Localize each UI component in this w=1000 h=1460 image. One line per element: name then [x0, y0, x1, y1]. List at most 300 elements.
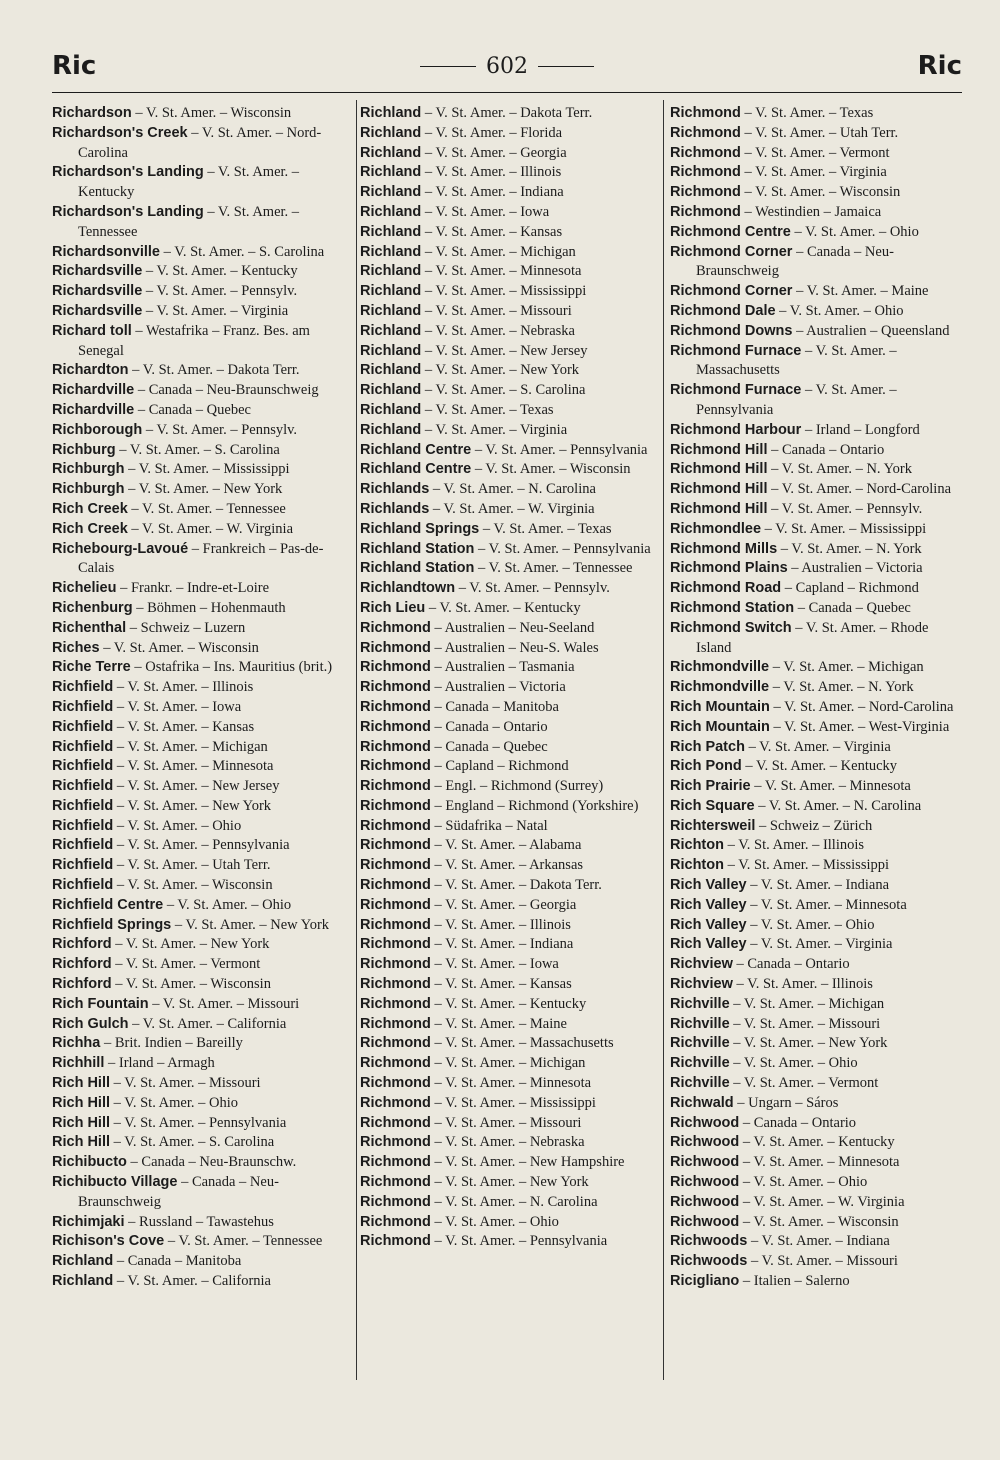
- entry-term: Richland: [360, 322, 422, 339]
- gazetteer-entry: [670, 678, 962, 698]
- entry-term: Rich Fountain: [52, 995, 149, 1012]
- gazetteer-entry: [670, 1114, 962, 1134]
- gazetteer-entry: [360, 282, 656, 302]
- gazetteer-entry: [52, 876, 350, 896]
- gazetteer-entry: [52, 1232, 350, 1252]
- entry-description: – V. St. Amer. – Pennsylvania: [110, 1114, 287, 1131]
- entry-description: – Brit. Indien – Bareilly: [100, 1035, 243, 1052]
- gazetteer-entry: [52, 1153, 350, 1173]
- entry-description: – V. St. Amer. – New York: [124, 481, 283, 498]
- gazetteer-entry: [670, 935, 962, 955]
- entry-description: – Canada – Neu-Braunschweig: [78, 1174, 279, 1210]
- entry-term: Richwoods: [670, 1253, 748, 1270]
- entry-description: – V. St. Amer. – Minnesota: [750, 778, 911, 795]
- entry-term: Richardson's Landing: [52, 203, 204, 220]
- entry-description: – V. St. Amer. – Georgia: [430, 896, 577, 913]
- gazetteer-entry: [670, 757, 962, 777]
- entry-description: – V. St. Amer. – New York: [171, 916, 330, 933]
- entry-description: – V. St. Amer. – Ohio: [739, 1174, 868, 1191]
- entry-description: – V. St. Amer. – New York: [430, 1174, 589, 1191]
- entry-term: Richland: [360, 223, 422, 240]
- gazetteer-entry: [360, 124, 656, 144]
- gazetteer-entry: [52, 163, 350, 203]
- gazetteer-entry: [670, 599, 962, 619]
- right-running-head: Ric: [917, 51, 962, 81]
- entry-description: – V. St. Amer. – W. Virginia: [127, 520, 294, 537]
- entry-description: – V. St. Amer. – Arkansas: [430, 857, 584, 874]
- gazetteer-entry: [670, 183, 962, 203]
- entry-term: Richard toll: [52, 322, 132, 339]
- entry-description: – V. St. Amer. – Illinois: [421, 164, 562, 181]
- gazetteer-entry: [360, 599, 656, 619]
- entry-term: Richfield: [52, 758, 114, 775]
- entry-term: Richmond: [360, 916, 431, 933]
- gazetteer-entry: [670, 797, 962, 817]
- gazetteer-entry: [52, 1272, 350, 1292]
- gazetteer-entry: [360, 1133, 656, 1153]
- gazetteer-entry: [52, 1114, 350, 1134]
- entry-term: Richford: [52, 976, 112, 993]
- entry-term: Richmondville: [670, 659, 770, 676]
- entry-term: Rich Valley: [670, 936, 747, 953]
- entry-term: Rich Hill: [52, 1134, 111, 1151]
- gazetteer-entry: [670, 540, 962, 560]
- entry-description: – V. St. Amer. – Ohio: [163, 896, 292, 913]
- entry-term: Richmond Mills: [670, 540, 778, 557]
- entry-description: – V. St. Amer. – Illinois: [723, 837, 865, 854]
- entry-description: – Westafrika – Franz. Bes. am Senegal: [78, 322, 310, 359]
- entry-term: Richwood: [670, 1213, 740, 1230]
- gazetteer-entry: [52, 460, 350, 480]
- entry-term: Richmond: [360, 1193, 431, 1210]
- column-2: [360, 104, 656, 1394]
- gazetteer-entry: [360, 1074, 656, 1094]
- entry-term: Richville: [670, 1075, 730, 1092]
- entry-term: Richardsville: [52, 283, 143, 300]
- gazetteer-entry: [670, 1054, 962, 1074]
- entry-description: – Irland – Armagh: [104, 1055, 215, 1072]
- entry-term: Richmond: [360, 738, 431, 755]
- gazetteer-entry: [670, 995, 962, 1015]
- entry-term: Richmond Corner: [670, 283, 793, 300]
- gazetteer-entry: [360, 361, 656, 381]
- gazetteer-entry: [52, 262, 350, 282]
- gazetteer-entry: [52, 500, 350, 520]
- entry-term: Rich Gulch: [52, 1015, 129, 1032]
- entry-description: – Australien – Victoria: [787, 560, 923, 577]
- entry-term: Richville: [670, 1015, 730, 1032]
- entry-description: – V. St. Amer. – California: [113, 1273, 271, 1290]
- entry-description: – V. St. Amer. – California: [128, 1015, 287, 1032]
- gazetteer-entry: [360, 104, 656, 124]
- entry-term: Richha: [52, 1035, 101, 1052]
- entry-description: – V. St. Amer. – Nord-Carolina: [767, 481, 952, 498]
- entry-term: Richmond Furnace: [670, 382, 802, 399]
- entry-term: Richimjaki: [52, 1213, 125, 1230]
- entry-description: – V. St. Amer. – S. Carolina: [110, 1134, 275, 1151]
- entry-description: – V. St. Amer. – Kentucky: [142, 263, 298, 280]
- gazetteer-entry: [360, 658, 656, 678]
- entry-term: Richelieu: [52, 580, 117, 597]
- entry-term: Richmond: [360, 758, 431, 775]
- entry-description: – V. St. Amer. – Wisconsin: [740, 184, 901, 201]
- entry-description: – V. St. Amer. – Ohio: [790, 223, 919, 240]
- gazetteer-entry: [52, 540, 350, 580]
- gazetteer-entry: [360, 163, 656, 183]
- gazetteer-entry: [52, 916, 350, 936]
- entry-description: – V. St. Amer. – Missouri: [747, 1253, 898, 1270]
- entry-term: Richford: [52, 956, 112, 973]
- entry-term: Richmond: [360, 1114, 431, 1131]
- entry-description: – V. St. Amer. – Pennsylvania: [696, 382, 897, 418]
- entry-term: Richfield: [52, 718, 114, 735]
- entry-description: – V. St. Amer. – Vermont: [729, 1075, 879, 1092]
- entry-term: Richland: [52, 1273, 114, 1290]
- gazetteer-entry: [670, 203, 962, 223]
- entry-term: Richmond: [360, 976, 431, 993]
- gazetteer-entry: [52, 302, 350, 322]
- entry-term: Richland: [360, 283, 422, 300]
- gazetteer-entry: [670, 441, 962, 461]
- gazetteer-entry: [670, 1133, 962, 1153]
- entry-description: – Canada – Neu-Braunschweig: [696, 243, 894, 280]
- entry-description: – V. St. Amer. – Vermont: [740, 144, 890, 161]
- gazetteer-entry: [52, 441, 350, 461]
- gazetteer-entry: [670, 223, 962, 243]
- entry-term: Richmond: [670, 144, 741, 161]
- gazetteer-entry: [360, 1094, 656, 1114]
- entry-term: Richebourg-Lavoué: [52, 540, 189, 557]
- gazetteer-entry: [360, 738, 656, 758]
- entry-description: – Canada – Manitoba: [430, 698, 559, 715]
- gazetteer-entry: [670, 1173, 962, 1193]
- gazetteer-entry: [670, 381, 962, 421]
- entry-term: Richison's Cove: [52, 1233, 165, 1250]
- entry-description: – Canada – Neu-Braunschw.: [126, 1154, 297, 1171]
- entry-description: – V. St. Amer. – Nebraska: [421, 322, 575, 339]
- gazetteer-entry: [670, 916, 962, 936]
- entry-term: Richview: [670, 976, 733, 993]
- gazetteer-entry: [360, 995, 656, 1015]
- entry-term: Richmond: [360, 1154, 431, 1171]
- entry-description: – V. St. Amer. – Texas: [421, 401, 554, 418]
- entry-term: Richenthal: [52, 619, 127, 636]
- entry-term: Richwald: [670, 1094, 734, 1111]
- entry-term: Richfield: [52, 857, 114, 874]
- entry-term: Richmond: [670, 124, 741, 141]
- entry-description: – Canada – Quebec: [134, 401, 251, 418]
- gazetteer-entry: [670, 658, 962, 678]
- entry-description: – V. St. Amer. – Tennessee: [78, 203, 300, 240]
- gazetteer-entry: [52, 401, 350, 421]
- gazetteer-entry: [360, 678, 656, 698]
- entry-description: – V. St. Amer. – Pennsylvania: [471, 441, 648, 458]
- entry-description: – V. St. Amer. – Missouri: [148, 995, 300, 1012]
- entry-description: – V. St. Amer. – N. Carolina: [429, 481, 596, 498]
- entry-term: Richmond: [360, 1233, 431, 1250]
- gazetteer-entry: [52, 678, 350, 698]
- gazetteer-entry: [360, 500, 656, 520]
- gazetteer-entry: [670, 460, 962, 480]
- entry-description: – Australien – Neu-Seeland: [430, 619, 595, 636]
- entry-term: Richmond: [360, 1213, 431, 1230]
- gazetteer-entry: [670, 520, 962, 540]
- entry-description: – V. St. Amer. – Kentucky: [425, 599, 581, 616]
- entry-description: – V. St. Amer. – Mississippi: [421, 283, 587, 300]
- entry-term: Richmond Centre: [670, 223, 791, 240]
- entry-description: – V. St. Amer. – Michigan: [113, 738, 268, 755]
- gazetteer-entry: [670, 104, 962, 124]
- entry-term: Richfield: [52, 738, 114, 755]
- entry-description: – V. St. Amer. – S. Carolina: [421, 382, 586, 399]
- gazetteer-entry: [360, 757, 656, 777]
- gazetteer-entry: [360, 223, 656, 243]
- gazetteer-entry: [52, 639, 350, 659]
- entry-description: – Frankreich – Pas-de-Calais: [78, 540, 324, 577]
- entry-term: Richville: [670, 1055, 730, 1072]
- gazetteer-entry: [670, 1213, 962, 1233]
- gazetteer-entry: [52, 243, 350, 263]
- entry-description: – V. St. Amer. – Wisconsin: [113, 877, 273, 894]
- entry-term: Rich Pond: [670, 758, 742, 775]
- gazetteer-entry: [360, 1054, 656, 1074]
- entry-term: Richmond: [360, 896, 431, 913]
- gazetteer-entry: [360, 322, 656, 342]
- entry-description: – V. St. Amer. – Ohio: [110, 1094, 238, 1111]
- entry-description: – Ostafrika – Ins. Mauritius (brit.): [130, 659, 333, 676]
- header-dash-right: [538, 66, 594, 67]
- entry-description: – V. St. Amer. – Dakota Terr.: [430, 877, 602, 894]
- entry-description: – Schweiz – Zürich: [755, 817, 873, 834]
- entry-term: Richmond Switch: [670, 619, 792, 636]
- gazetteer-entry: [52, 619, 350, 639]
- gazetteer-entry: [670, 124, 962, 144]
- gazetteer-entry: [670, 1272, 962, 1292]
- entry-term: Richmond: [360, 778, 431, 795]
- entry-description: – V. St. Amer. – Wisconsin: [99, 639, 259, 656]
- entry-term: Richville: [670, 1035, 730, 1052]
- entry-description: – V. St. Amer. – Minnesota: [430, 1075, 592, 1092]
- gazetteer-entry: [360, 1153, 656, 1173]
- gazetteer-entry: [360, 916, 656, 936]
- entry-term: Rich Square: [670, 797, 755, 814]
- gazetteer-entry: [360, 817, 656, 837]
- gazetteer-entry: [52, 757, 350, 777]
- entry-term: Richwoods: [670, 1233, 748, 1250]
- gazetteer-entry: [360, 540, 656, 560]
- gazetteer-entry: [52, 718, 350, 738]
- gazetteer-entry: [360, 1232, 656, 1252]
- gazetteer-entry: [670, 836, 962, 856]
- entry-term: Richardson's Creek: [52, 124, 188, 141]
- entry-description: – V. St. Amer. – N. York: [777, 540, 922, 557]
- entry-term: Richmond Downs: [670, 322, 793, 339]
- entry-description: – V. St. Amer. – Dakota Terr.: [421, 105, 593, 121]
- entry-description: – V. St. Amer. – Wisconsin: [111, 976, 271, 993]
- entry-term: Richmond Dale: [670, 302, 776, 319]
- entry-description: – V. St. Amer. – Minnesota: [746, 896, 907, 913]
- gazetteer-entry: [52, 203, 350, 243]
- entry-term: Rich Creek: [52, 500, 128, 517]
- entry-term: Richmond: [360, 995, 431, 1012]
- entry-term: Richfield: [52, 778, 114, 795]
- entry-description: – V. St. Amer. – New Jersey: [113, 778, 280, 795]
- entry-term: Richmond Harbour: [670, 421, 802, 438]
- entry-term: Richland: [360, 342, 422, 359]
- entry-term: Richland Station: [360, 560, 475, 577]
- entry-term: Richenburg: [52, 599, 133, 616]
- gazetteer-entry: [52, 797, 350, 817]
- entry-description: – V. St. Amer. – Wisconsin: [131, 105, 292, 121]
- entry-term: Richhill: [52, 1055, 105, 1072]
- entry-description: – V. St. Amer. – New York: [111, 936, 270, 953]
- entry-description: – V. St. Amer. – S. Carolina: [159, 243, 325, 260]
- entry-description: – V. St. Amer. – Kansas: [113, 718, 255, 735]
- entry-description: – Canada – Neu-Braunschweig: [134, 382, 319, 399]
- gazetteer-entry: [670, 777, 962, 797]
- entry-term: Richmond: [360, 1055, 431, 1072]
- entry-description: – V. St. Amer. – Ohio: [746, 916, 875, 933]
- entry-description: – V. St. Amer. – Pennsylvania: [430, 1233, 608, 1250]
- entry-term: Richmond: [360, 679, 431, 696]
- entry-description: – Westindien – Jamaica: [740, 203, 882, 220]
- entry-term: Richmond: [360, 639, 431, 656]
- entry-description: – England – Richmond (Yorkshire): [430, 797, 639, 814]
- entry-description: – Australien – Queensland: [792, 322, 950, 339]
- entry-description: – V. St. Amer. – Virginia: [744, 738, 891, 755]
- gazetteer-entry: [360, 559, 656, 579]
- entry-description: – Canada – Ontario: [739, 1114, 857, 1131]
- column-divider-1: [356, 100, 357, 1380]
- gazetteer-entry: [360, 718, 656, 738]
- entry-description: – V. St. Amer. – Mississippi: [723, 857, 890, 874]
- entry-description: – V. St. Amer. – Michigan: [769, 659, 924, 676]
- gazetteer-entry: [670, 302, 962, 322]
- entry-term: Richland Station: [360, 540, 475, 557]
- gazetteer-entry: [360, 441, 656, 461]
- entry-description: – V. St. Amer. – Pennsylv.: [142, 283, 298, 300]
- entry-description: – V. St. Amer. – Pennsylv.: [767, 500, 923, 517]
- gazetteer-entry: [360, 183, 656, 203]
- entry-description: – V. St. Amer. – Indiana: [421, 184, 564, 201]
- gazetteer-entry: [52, 1074, 350, 1094]
- entry-term: Rich Mountain: [670, 698, 770, 715]
- gazetteer-entry: [360, 856, 656, 876]
- gazetteer-entry: [670, 322, 962, 342]
- entry-description: – V. St. Amer. – Tennessee: [474, 560, 633, 577]
- entry-term: Richardsville: [52, 302, 143, 319]
- entry-term: Richmondlee: [670, 520, 762, 537]
- gazetteer-entry: [52, 777, 350, 797]
- entry-description: – V. St. Amer. – Mississippi: [124, 461, 290, 478]
- entry-description: – V. St. Amer. – Missouri: [729, 1015, 881, 1032]
- gazetteer-entry: [670, 975, 962, 995]
- gazetteer-entry: [670, 243, 962, 283]
- entry-description: – V. St. Amer. – Illinois: [113, 679, 254, 696]
- entry-description: – V. St. Amer. – Maine: [430, 1015, 567, 1032]
- entry-description: – Russland – Tawastehus: [124, 1213, 274, 1230]
- entry-term: Richford: [52, 936, 112, 953]
- entry-description: – V. St. Amer. – Indiana: [747, 1233, 890, 1250]
- entry-description: – V. St. Amer. – Wisconsin: [471, 461, 631, 478]
- entry-description: – Canada – Quebec: [794, 599, 911, 616]
- entry-term: Richwood: [670, 1193, 740, 1210]
- entry-term: Richfield: [52, 679, 114, 696]
- entry-description: – V. St. Amer. – Minnesota: [739, 1154, 900, 1171]
- entry-term: Richmondville: [670, 679, 770, 696]
- entry-description: – V. St. Amer. – Missouri: [110, 1075, 261, 1092]
- entry-description: – V. St. Amer. – N. Carolina: [754, 797, 922, 814]
- gazetteer-entry: [52, 658, 350, 678]
- entry-description: – V. St. Amer. – Pennsylvania: [474, 540, 651, 557]
- page-number-group: [420, 54, 594, 79]
- gazetteer-entry: [360, 579, 656, 599]
- entry-term: Richmond Hill: [670, 500, 768, 517]
- entry-description: – V. St. Amer. – Massachusetts: [430, 1035, 614, 1052]
- entry-description: – V. St. Amer. – Iowa: [113, 698, 242, 715]
- gazetteer-entry: [360, 520, 656, 540]
- gazetteer-entry: [52, 1054, 350, 1074]
- entry-term: Richfield Springs: [52, 916, 172, 933]
- entry-description: – V. St. Amer. – West-Virginia: [769, 718, 950, 735]
- entry-description: – Ungarn – Sáros: [733, 1094, 839, 1111]
- entry-description: – V. St. Amer. – Pennsylvania: [113, 837, 290, 854]
- entry-term: Richfield: [52, 837, 114, 854]
- column-divider-2: [663, 100, 664, 1380]
- entry-term: Richmond: [360, 1075, 431, 1092]
- entry-description: – V. St. Amer. – Kansas: [421, 223, 563, 240]
- gazetteer-entry: [52, 421, 350, 441]
- entry-term: Richlands: [360, 500, 430, 517]
- entry-term: Richland: [360, 144, 422, 161]
- entry-description: – V. St. Amer. – Alabama: [430, 837, 582, 854]
- gazetteer-entry: [360, 401, 656, 421]
- entry-description: – V. St. Amer. – Michigan: [729, 995, 885, 1012]
- gazetteer-entry: [52, 1213, 350, 1233]
- entry-term: Richlandtown: [360, 580, 456, 597]
- gazetteer-entry: [360, 975, 656, 995]
- gazetteer-entry: [52, 698, 350, 718]
- entry-description: – V. St. Amer. – Iowa: [421, 203, 550, 220]
- gazetteer-entry: [670, 1252, 962, 1272]
- entry-description: – V. St. Amer. – Vermont: [111, 956, 261, 973]
- entry-description: – V. St. Amer. – Indiana: [746, 877, 890, 894]
- entry-term: Richmond: [670, 105, 741, 121]
- entry-description: – V. St. Amer. – New Hampshire: [430, 1154, 625, 1171]
- gazetteer-entry: [52, 896, 350, 916]
- column-3: [670, 104, 962, 1394]
- gazetteer-entry: [52, 1094, 350, 1114]
- entry-description: – V. St. Amer. – Illinois: [732, 976, 873, 993]
- entry-term: Richfield: [52, 817, 114, 834]
- gazetteer-entry: [360, 262, 656, 282]
- entry-term: Richardville: [52, 382, 135, 399]
- entry-term: Riche Terre: [52, 659, 131, 676]
- entry-term: Richmond: [360, 698, 431, 715]
- entry-description: – V. St. Amer. – Tennessee: [127, 500, 286, 517]
- entry-term: Richmond: [360, 1035, 431, 1052]
- gazetteer-entry: [52, 935, 350, 955]
- entry-term: Richmond: [360, 956, 431, 973]
- gazetteer-entry: [670, 1015, 962, 1035]
- entry-description: – Canada – Ontario: [430, 718, 548, 735]
- gazetteer-entry: [52, 995, 350, 1015]
- entry-description: – Canada – Quebec: [430, 738, 548, 755]
- entry-description: – V. St. Amer. – Pennsylv.: [455, 580, 610, 597]
- entry-description: – Canada – Ontario: [767, 441, 885, 458]
- gazetteer-entry: [360, 381, 656, 401]
- gazetteer-entry: [360, 1173, 656, 1193]
